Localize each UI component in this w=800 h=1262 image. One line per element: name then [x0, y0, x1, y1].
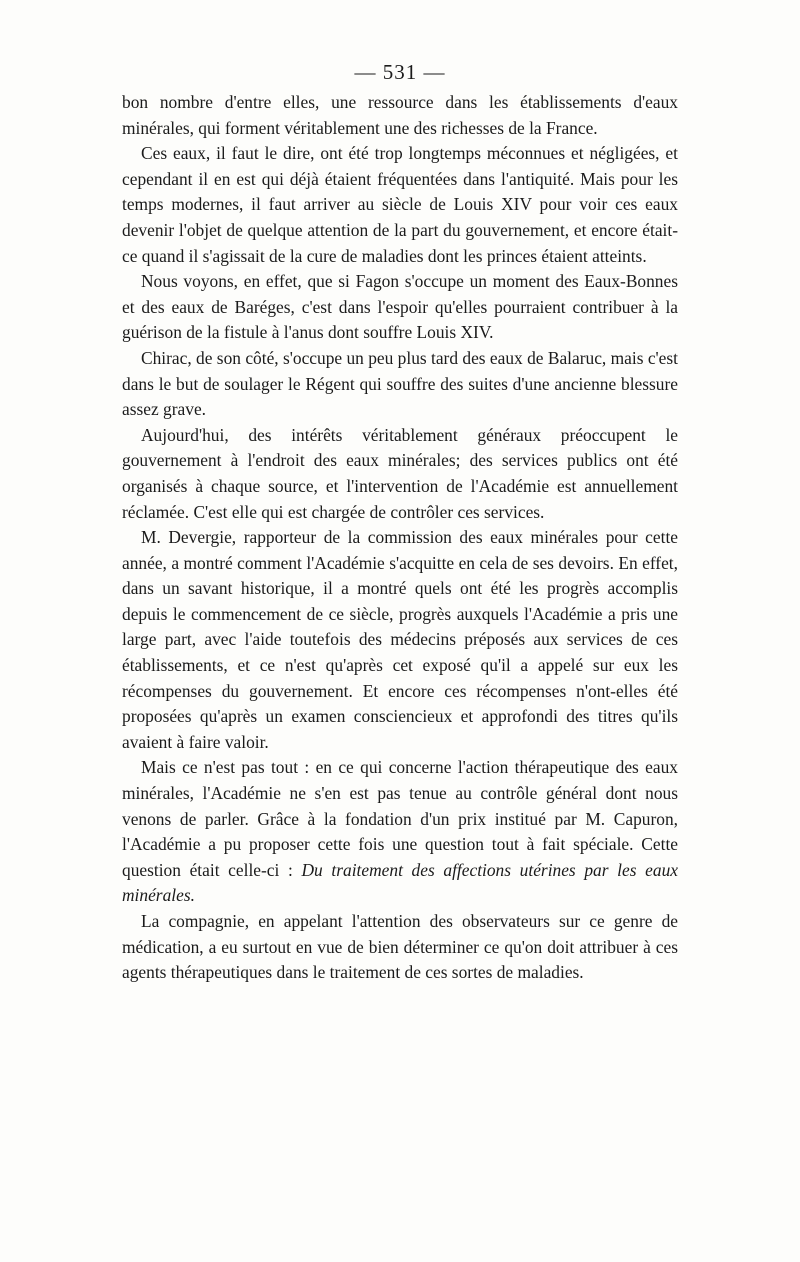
italic-title: Du traitement des affections utérines par les eaux minérales. — [122, 859, 678, 906]
paragraph — [122, 346, 678, 423]
paragraph — [122, 755, 678, 909]
paragraph-text: M. Devergie, rapporteur de la commission des eaux minérales pour cette année, a montré comment l'Académie s'acquitte en cela de ses devoirs. En effet, dans un savant historique, il a montré quels ont été les progrès accomplis depuis le commencement de ce siècle, progrès auxquels l'Académie a pris une large part, avec l'aide toutefois des médecins préposés aux services de ces établissements, et ce n'est qu'après cet exposé qu'il a appelé sur eux les récompenses du gouvernement. Et encore ces récompenses n'ont-elles été proposées qu'après un examen consciencieux et approfondi des titres qu'ils avaient à faire valoir. — [122, 527, 678, 752]
page-number: — 531 — — [354, 60, 446, 84]
paragraph — [122, 90, 678, 141]
paragraph-text: Nous voyons, en effet, que si Fagon s'occupe un moment des Eaux-Bonnes et des eaux de Baréges, c'est dans l'espoir qu'elles pourraient contribuer à la guérison de la fistule à l'anus dont souffre Louis XIV. — [122, 271, 678, 343]
paragraph-text: Aujourd'hui, des intérêts véritablement généraux préoccupent le gouvernement à l'endroit des eaux minérales; des services publics ont été organisés à chaque source, et l'intervention de l'Académie est annuellement réclamée. C'est elle qui est chargée de contrôler ces services. — [122, 424, 678, 522]
paragraph — [122, 141, 678, 269]
paragraph — [122, 423, 678, 525]
paragraph-text: bon nombre d'entre elles, une ressource dans les établissements d'eaux minérales, qui forment véritablement une des richesses de la France. — [122, 92, 678, 138]
paragraph-text: Chirac, de son côté, s'occupe un peu plus tard des eaux de Balaruc, mais c'est dans le but de soulager le Régent qui souffre des suites d'une ancienne blessure assez grave. — [122, 347, 678, 420]
paragraph-text: Ces eaux, il faut le dire, ont été trop longtemps méconnues et négligées, et cependant il en est qui déjà étaient fréquentées dans l'antiquité. Mais pour les temps modernes, il faut arriver au siècle de Louis XIV pour voir ces eaux devenir l'objet de quelque attention de la part du gouvernement, et encore était-ce quand il s'agissait de la cure de maladies dont les princes étaient atteints. — [122, 143, 678, 266]
paragraph — [122, 909, 678, 986]
paragraph — [122, 269, 678, 346]
paragraph-text: Mais ce n'est pas tout : en ce qui concerne l'action thérapeutique des eaux minérales, l'Académie ne s'en est pas tenue au contrôle général dont nous venons de parler. Grâce à la fondation d'un prix institué par M. Capuron, l'Académie a pu proposer cette fois une question tout à fait spéciale. Cette question était celle-ci : — [122, 757, 678, 880]
paragraph — [122, 525, 678, 755]
paragraph-text: La compagnie, en appelant l'attention des observateurs sur ce genre de médication, a eu surtout en vue de bien déterminer ce qu'on doit attribuer à ces agents thérapeutiques dans le traitement de ces sortes de maladies. — [122, 911, 678, 983]
body-text — [122, 90, 678, 986]
book-page — [122, 54, 678, 986]
